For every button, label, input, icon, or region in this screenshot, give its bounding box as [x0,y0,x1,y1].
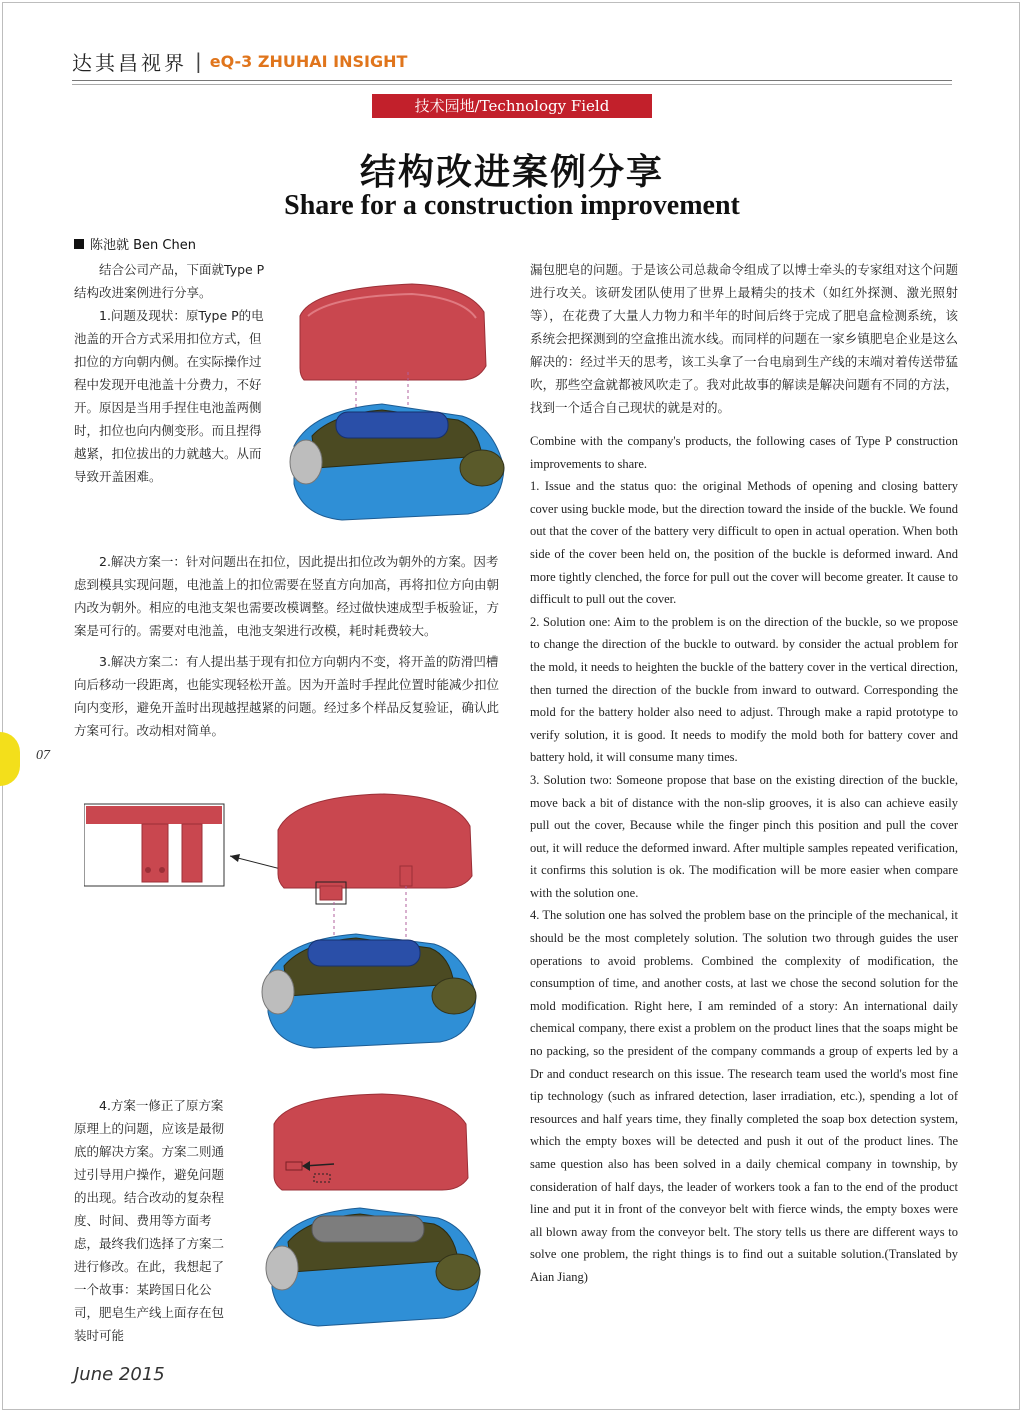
en-issue: 1. Issue and the status quo: the original Methods of opening and closing battery cover using buckle mode, but the direction toward the inside of the buckle. We found out that the cover of the battery very difficult to open in actual operation. When both side of the cover been held on, the position of the buckle is deformed inward. And more tightly clenched, the force for pull out the cover will become greater. It cause to difficult to pull out the cover. [530,479,958,607]
cn-conclusion: 4.方案一修正了原方案原理上的问题，应该是最彻底的解决方案。方案二则通过引导用户操作，避免问题的出现。结合改动的复杂程度、时间、费用等方面考虑，最终我们选择了方案二进行修改。在此，我想起了一个故事：某跨国日化公司，肥皂生产线上面存在包装时可能 [74,1098,225,1343]
cn-solution-two: 3.解决方案二：有人提出基于现有扣位方向朝内不变，将开盖的防滑凹槽向后移动一段距离，也能实现轻松开盖。因为开盖时手捏此位置时能减少扣位向内变形，避免开盖时出现越捏越紧的问题。经过多个样品反复验证，确认此方案可行。改动相对简单。 [74,654,500,738]
figure-buckle-detail [84,790,514,1080]
cn-intro-column [74,258,266,488]
cn-conclusion-column [74,1094,231,1347]
header-rule [72,80,952,81]
en-solution-one: 2. Solution one: Aim to the problem is on the direction of the buckle, so we propose to change the direction of the buckle to outward. by consider the actual problem for the mold, it needs to heighten the buckle of the battery cover in the vertical direction, then turned the direction of the buckle from inward to outward. Corresponding the mold for the battery holder also need to adjust. Through make a rapid prototype to verify solution, it is good. It needs to modify the mold both for battery cover and battery hold, it will consume many times. [530,614,958,765]
header-separator: | [195,49,202,73]
header-rule-thin [72,84,952,85]
en-intro: Combine with the company's products, the following cases of Type P construction improvements to share. [530,434,958,471]
article-title-cn: 结构改进案例分享 [359,151,664,193]
english-translation [530,430,958,1289]
article-title-en: Share for a construction improvement [284,190,740,221]
footer-date: June 2015 [74,1364,165,1385]
page-header [72,46,407,76]
cn-solution-one: 2.解决方案一：针对问题出在扣位，因此提出扣位改为朝外的方案。因考虑到模具实现问题，电池盖上的扣位需要在竖直方向加高，再将扣位方向由朝内改为朝外。相应的电池支架也需要改模调整。经过做快速成型手板验证，方案是可行的。需要对电池盖，电池支架进行改模，耗时耗费较大。 [74,554,500,638]
cn-issue: 1.问题及现状：原Type P的电池盖的开合方式采用扣位方式，但扣位的方向朝内侧。在实际操作过程中发现开电池盖十分费力，不好开。原因是当用手捏住电池盖两侧时，扣位也向内侧变形。而且捏得越紧，扣位拔出的力就越大。从而导致开盖困难。 [74,308,264,484]
cn-story: 漏包肥皂的问题。于是该公司总裁命令组成了以博士牵头的专家组对这个问题进行攻关。该研发团队使用了世界上最精尖的技术（如红外探测、激光照射等），在花费了大量人力物力和半年的时间后终于完成了肥皂盒检测系统，该系统会把探测到的空盒推出流水线。而同样的问题在一家乡镇肥皂企业是这么解决的：经过半天的思考，该工头拿了一台电扇到生产线的末端对着传送带猛吹，那些空盒就都被风吹走了。我对此故事的解读是解决问题有不同的方法，找到一个适合自己现状的就是对的。 [530,262,958,415]
publication-name-en: eQ-3 ZHUHAI INSIGHT [209,51,408,71]
figure-groove-moved [252,1090,508,1364]
publication-name-cn: 达其昌视界 [72,50,187,75]
cn-story-column [530,258,958,419]
cn-solutions-block [74,550,504,742]
author-name: 陈池就 Ben Chen [90,238,196,253]
en-solution-two: 3. Solution two: Someone propose that base on the existing direction of the buckle, move back a bit of distance with the non-slip grooves, it is also can achieve easily pull out the cover, Because while the finger pinch this position and pull the cover out, it will reduce the deformed inward. After multiple samples repeated verification, it confirms this solution is ok. The modification will be more easier when compare with the solution one. [530,772,958,900]
cn-intro: 结合公司产品，下面就Type P结构改进案例进行分享。 [74,262,265,300]
author-byline [74,234,196,253]
page-number: 07 [36,748,50,763]
figure-exploded-original [272,276,524,528]
section-label: 技术园地/Technology Field [372,94,652,118]
en-conclusion: 4. The solution one has solved the problem base on the principle of the mechanical, it should be the most completely solution. The solution two through guides the user operations to avoid problems. Combined the complexity of modification, the consumption of time, and another costs, at last we chose the second solution for the mold modification. Right here, I am reminded of a story: An international daily chemical company, there exist a problem on the product lines that the soaps might be no packing, so the president of the company commands a group of experts led by a Dr and conduct research on this issue. The research team used the world's most fine tip technology (such as infrared detection, laser irradiation, etc.), spending a lot of resources and half years time, they finally completed the soap box detection system, which the empty boxes will be detected and push it out of the product lines. The same question also has been solved in a daily chemical company in township, by consideration of half days, the leader of workers took a fan to the end of the product line and put it in front of the conveyor belt with fierce winds, the empty boxes were all blown away from the conveyor belt. The story tells us there are different ways to solve one problem, the right things is to find out a suitable solution.(Translated by Aian Jiang) [530,908,958,1284]
bullet-square-icon [74,239,84,249]
